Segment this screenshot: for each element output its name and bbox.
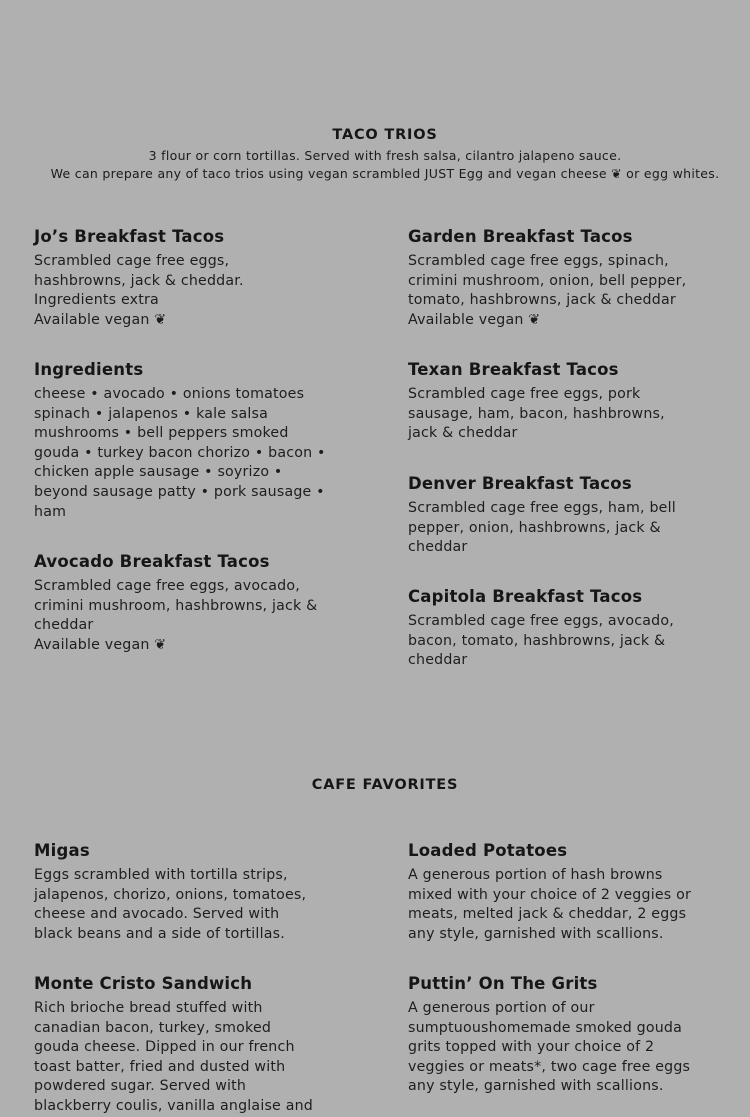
description-line: Available vegan ❦ xyxy=(34,311,167,328)
menu-item-description xyxy=(408,999,698,1097)
description-line: veggies or meats*, two cage free eggs xyxy=(408,1058,691,1075)
description-line: Scrambled cage free eggs, xyxy=(34,253,230,269)
description-line: spinach • jalapenos • kale salsa xyxy=(34,405,269,422)
description-line: Scrambled cage free eggs, avocado, xyxy=(408,613,674,629)
description-line: sumptuoushomemade smoked gouda xyxy=(408,1019,683,1036)
description-line: A generous portion of our xyxy=(408,1000,595,1016)
description-line: jack & cheddar xyxy=(408,425,518,442)
menu-item-name: Texan Breakfast Tacos xyxy=(408,360,619,379)
menu-item-description xyxy=(408,499,698,558)
menu-item-name: Denver Breakfast Tacos xyxy=(408,474,632,493)
description-line: toast batter, fried and dusted with xyxy=(34,1058,286,1075)
description-line: mixed with your choice of 2 veggies or xyxy=(408,886,691,903)
description-line: any style, garnished with scallions. xyxy=(408,925,664,942)
description-line: crimini mushroom, hashbrowns, jack & xyxy=(34,597,318,614)
menu-item xyxy=(408,474,698,558)
section-title-taco-trios: TACO TRIOS xyxy=(332,127,438,143)
menu-item-name: Ingredients xyxy=(34,360,144,379)
description-line: hashbrowns, jack & cheddar. xyxy=(34,272,244,289)
description-line: jalapenos, chorizo, onions, tomatoes, xyxy=(34,886,307,903)
description-line: cheese • avocado • onions tomatoes xyxy=(34,386,305,402)
menu-item-description xyxy=(34,577,324,655)
menu-item xyxy=(34,227,324,330)
description-line: sausage, ham, bacon, hashbrowns, xyxy=(408,405,665,422)
menu-item xyxy=(34,974,324,1117)
taco-trios-description: 3 flour or corn tortillas. Served with fresh salsa, cilantro jalapeno sauce. xyxy=(148,148,622,163)
description-line: gouda cheese. Dipped in our french xyxy=(34,1039,295,1056)
description-line: Scrambled cage free eggs, avocado, xyxy=(34,578,300,594)
description-line: black beans and a side of tortillas. xyxy=(34,925,285,942)
description-line: Ingredients extra xyxy=(34,292,159,309)
description-line: beyond sausage patty • pork sausage • xyxy=(34,483,325,500)
menu-item-name: Loaded Potatoes xyxy=(408,841,568,860)
menu-item-description xyxy=(408,866,698,944)
description-line: pepper, onion, hashbrowns, jack & xyxy=(408,519,661,536)
description-line: gouda • turkey bacon chorizo • bacon • xyxy=(34,444,326,461)
description-line: cheese and avocado. Served with xyxy=(34,906,280,923)
description-line: Rich brioche bread stuffed with xyxy=(34,1000,263,1016)
menu-item-name: Capitola Breakfast Tacos xyxy=(408,587,643,606)
description-line: cheddar xyxy=(408,539,468,556)
menu-item-name: Puttin’ On The Grits xyxy=(408,974,598,993)
description-line: cheddar xyxy=(408,652,468,669)
menu-item-description xyxy=(408,385,698,444)
description-line: powdered sugar. Served with xyxy=(34,1078,247,1095)
menu-item-name: Avocado Breakfast Tacos xyxy=(34,552,270,571)
menu-item-name: Garden Breakfast Tacos xyxy=(408,227,633,246)
menu-item xyxy=(408,360,698,444)
description-line: chicken apple sausage • soyrizo • xyxy=(34,464,283,481)
description-line: Scrambled cage free eggs, pork xyxy=(408,386,641,402)
menu-item-description xyxy=(34,999,324,1117)
description-line: canadian bacon, turkey, smoked xyxy=(34,1019,272,1036)
description-line: any style, garnished with scallions. xyxy=(408,1078,664,1095)
menu-item xyxy=(34,360,324,522)
description-line: blackberry coulis, vanilla anglaise and xyxy=(34,1097,313,1114)
description-line: Available vegan ❦ xyxy=(34,636,167,653)
description-line: A generous portion of hash browns xyxy=(408,867,663,883)
menu-item xyxy=(408,587,698,671)
menu-item xyxy=(34,552,324,655)
menu-item-description xyxy=(34,385,324,522)
taco-trios-vegan-note: We can prepare any of taco trios using vegan scrambled JUST Egg and vegan cheese ❦ or egg whites. xyxy=(50,166,720,181)
menu-item-description xyxy=(408,252,698,330)
description-line: grits topped with your choice of 2 xyxy=(408,1039,655,1056)
description-line: cheddar xyxy=(34,617,94,634)
description-line: bacon, tomato, hashbrowns, jack & xyxy=(408,632,666,649)
description-line: meats, melted jack & cheddar, 2 eggs xyxy=(408,906,687,923)
description-line: mushrooms • bell peppers smoked xyxy=(34,425,289,442)
menu-item-description xyxy=(408,612,698,671)
description-line: crimini mushroom, onion, bell pepper, xyxy=(408,272,687,289)
menu-item xyxy=(34,841,324,944)
section-title-cafe-favorites: CAFE FAVORITES xyxy=(311,777,459,793)
description-line: ham xyxy=(34,503,67,520)
description-line: Scrambled cage free eggs, ham, bell xyxy=(408,500,676,516)
menu-item-description xyxy=(34,252,324,330)
menu-item-name: Jo’s Breakfast Tacos xyxy=(34,227,225,246)
menu-item-description xyxy=(34,866,324,944)
description-line: tomato, hashbrowns, jack & cheddar xyxy=(408,292,676,309)
menu-item xyxy=(408,841,698,944)
description-line: Available vegan ❦ xyxy=(408,311,541,328)
menu-item-name: Migas xyxy=(34,841,90,860)
menu-item xyxy=(408,227,698,330)
menu-item-name: Monte Cristo Sandwich xyxy=(34,974,253,993)
menu-item xyxy=(408,974,698,1097)
description-line: Eggs scrambled with tortilla strips, xyxy=(34,867,288,883)
description-line: Scrambled cage free eggs, spinach, xyxy=(408,253,669,269)
